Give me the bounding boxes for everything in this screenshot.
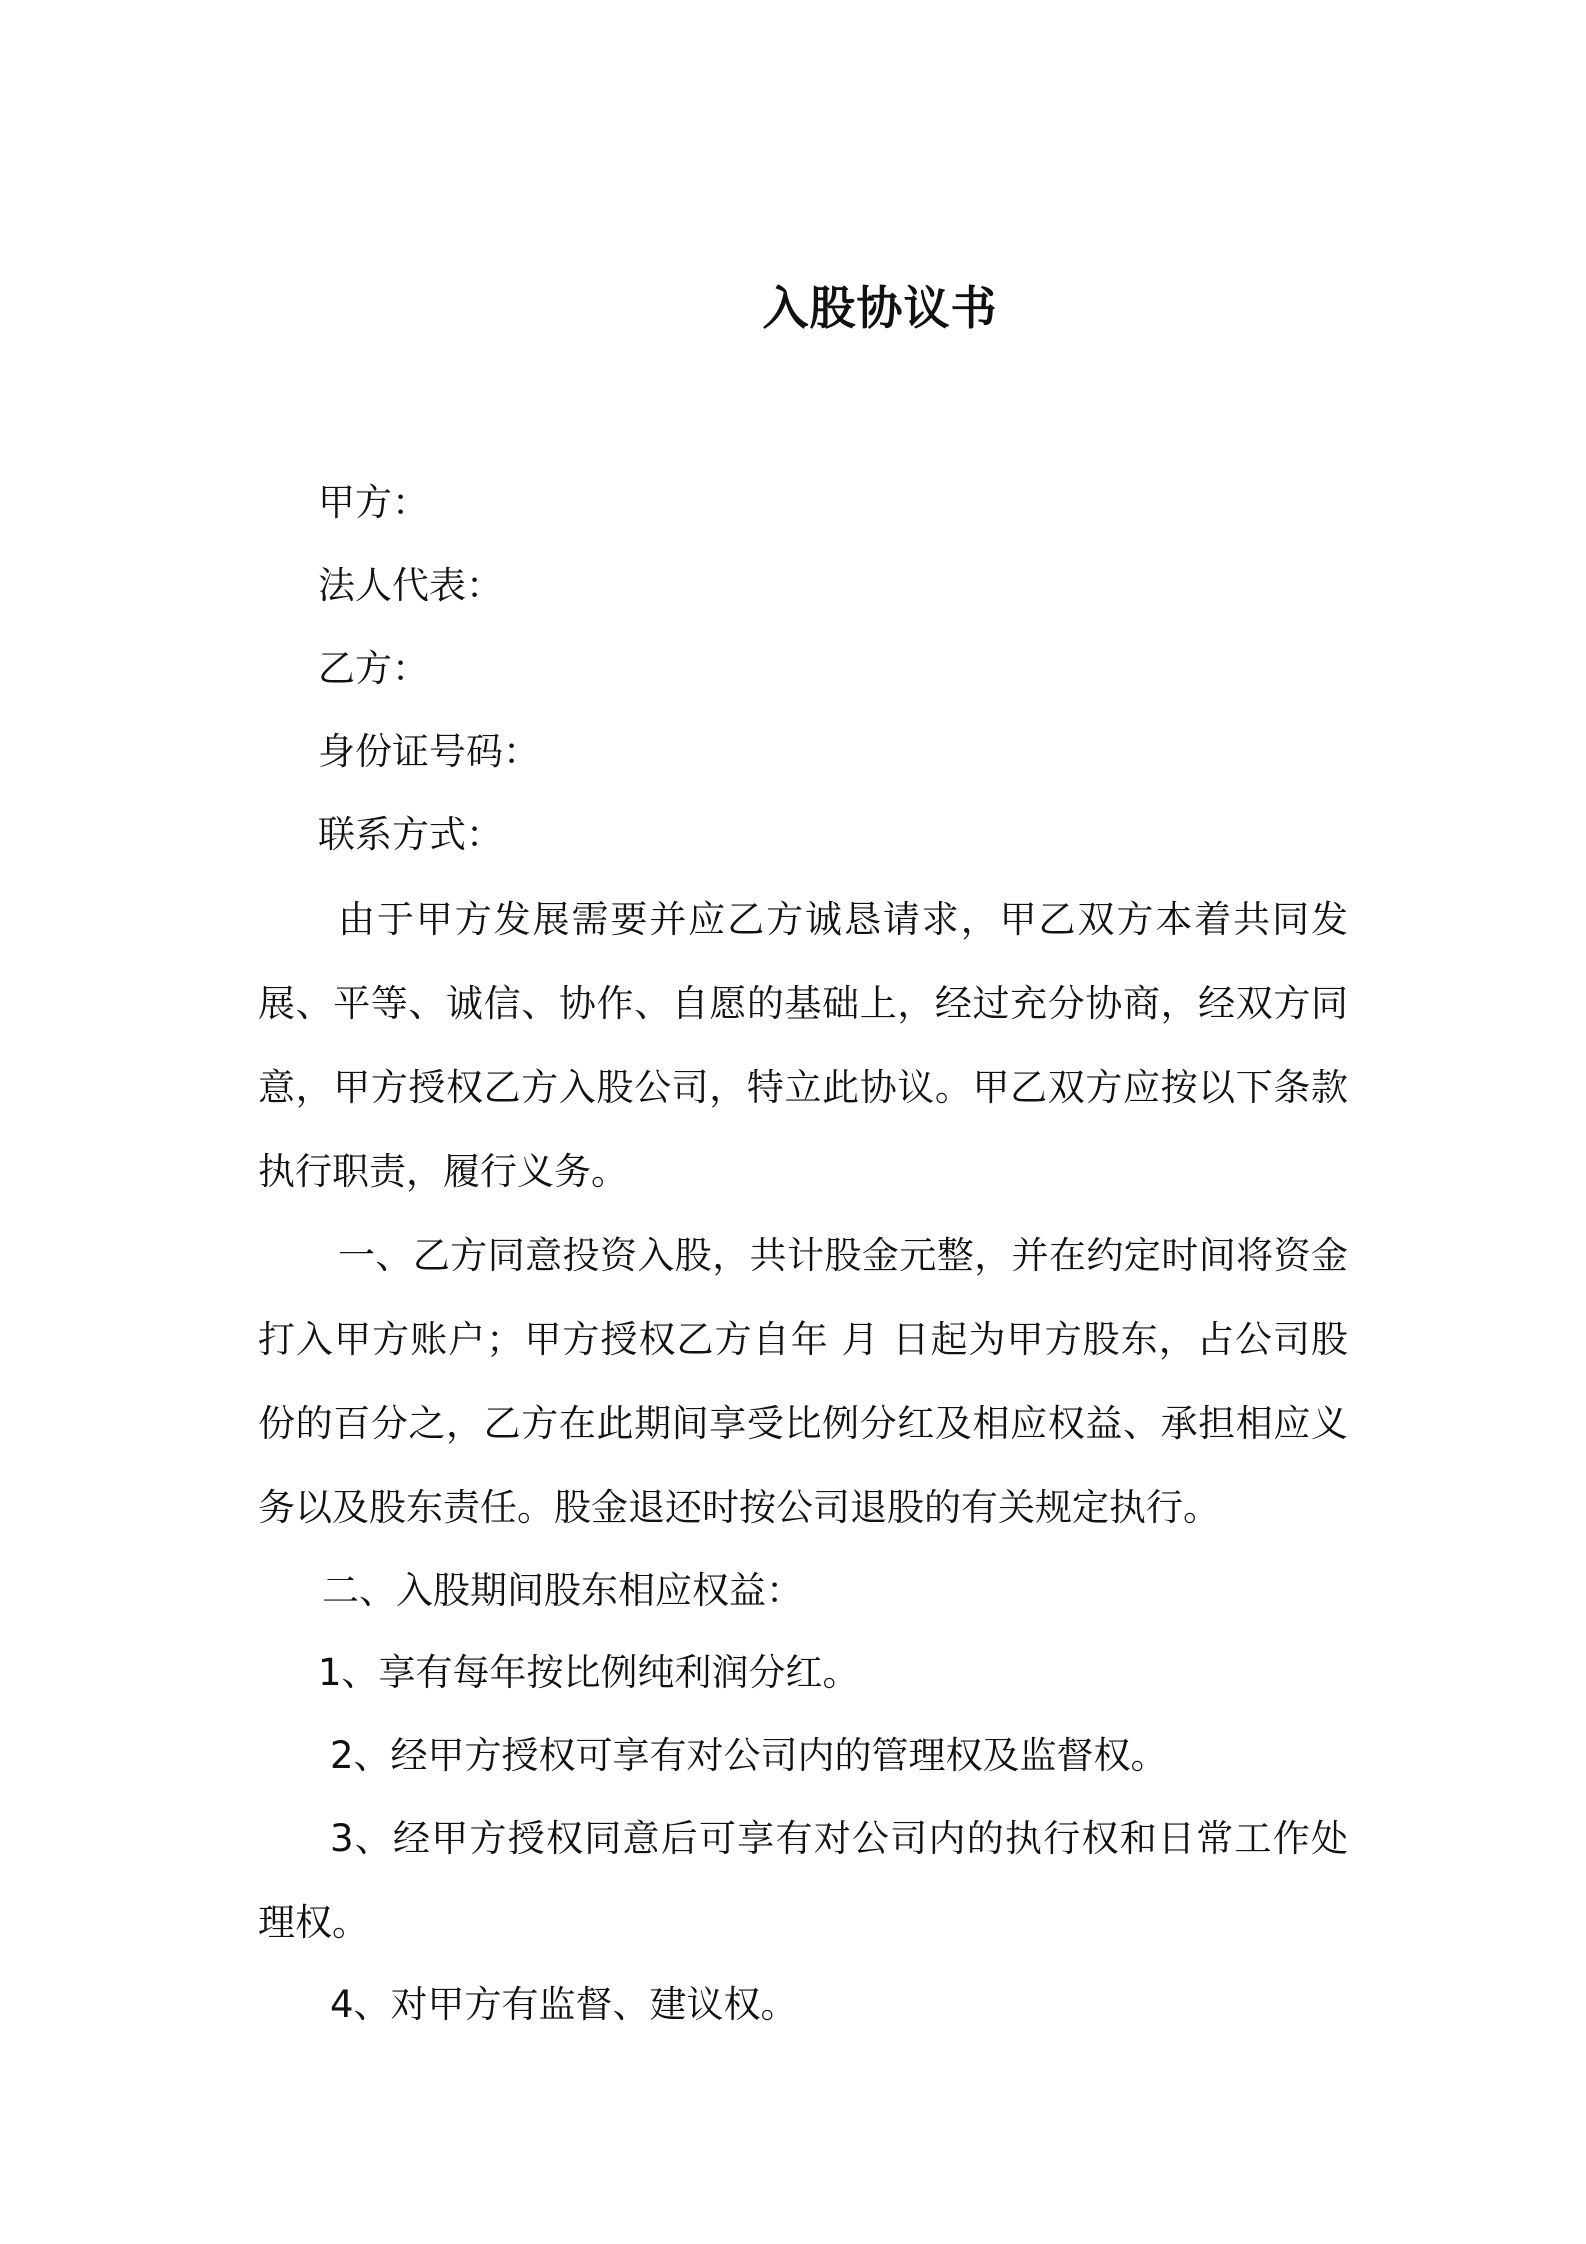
rights-item-4: 4、对甲方有监督、建议权。 [330, 1983, 798, 2026]
field-party-a: 甲方： [318, 481, 429, 524]
rights-item-3: 3、经甲方授权同意后可享有对公司内的执行权和日常工作处理权。 [258, 1817, 1348, 1944]
document-title: 入股协议书 [762, 281, 998, 335]
field-id-number: 身份证号码： [318, 730, 540, 773]
field-party-b: 乙方： [318, 647, 429, 690]
field-legal-representative: 法人代表： [318, 564, 503, 607]
rights-item-2: 2、经甲方授权可享有对公司内的管理权及监督权。 [330, 1734, 1168, 1777]
clause-2-heading: 二、入股期间股东相应权益： [322, 1569, 803, 1612]
field-contact: 联系方式： [318, 813, 503, 856]
intro-paragraph: 由于甲方发展需要并应乙方诚恳请求，甲乙双方本着共同发展、平等、诚信、协作、自愿的基础上，经过充分协商，经双方同意，甲方授权乙方入股公司，特立此协议。甲乙双方应按以下条款执行职责，履行义务。 [258, 898, 1348, 1193]
rights-item-1: 1、享有每年按比例纯利润分红。 [318, 1651, 860, 1694]
clause-1-paragraph: 一、乙方同意投资入股，共计股金元整，并在约定时间将资金打入甲方账户；甲方授权乙方自年 月 日起为甲方股东，占公司股份的百分之，乙方在此期间享受比例分红及相应权益、承担相应义务以及股东责任。股金退还时按公司退股的有关规定执行。 [258, 1234, 1348, 1529]
